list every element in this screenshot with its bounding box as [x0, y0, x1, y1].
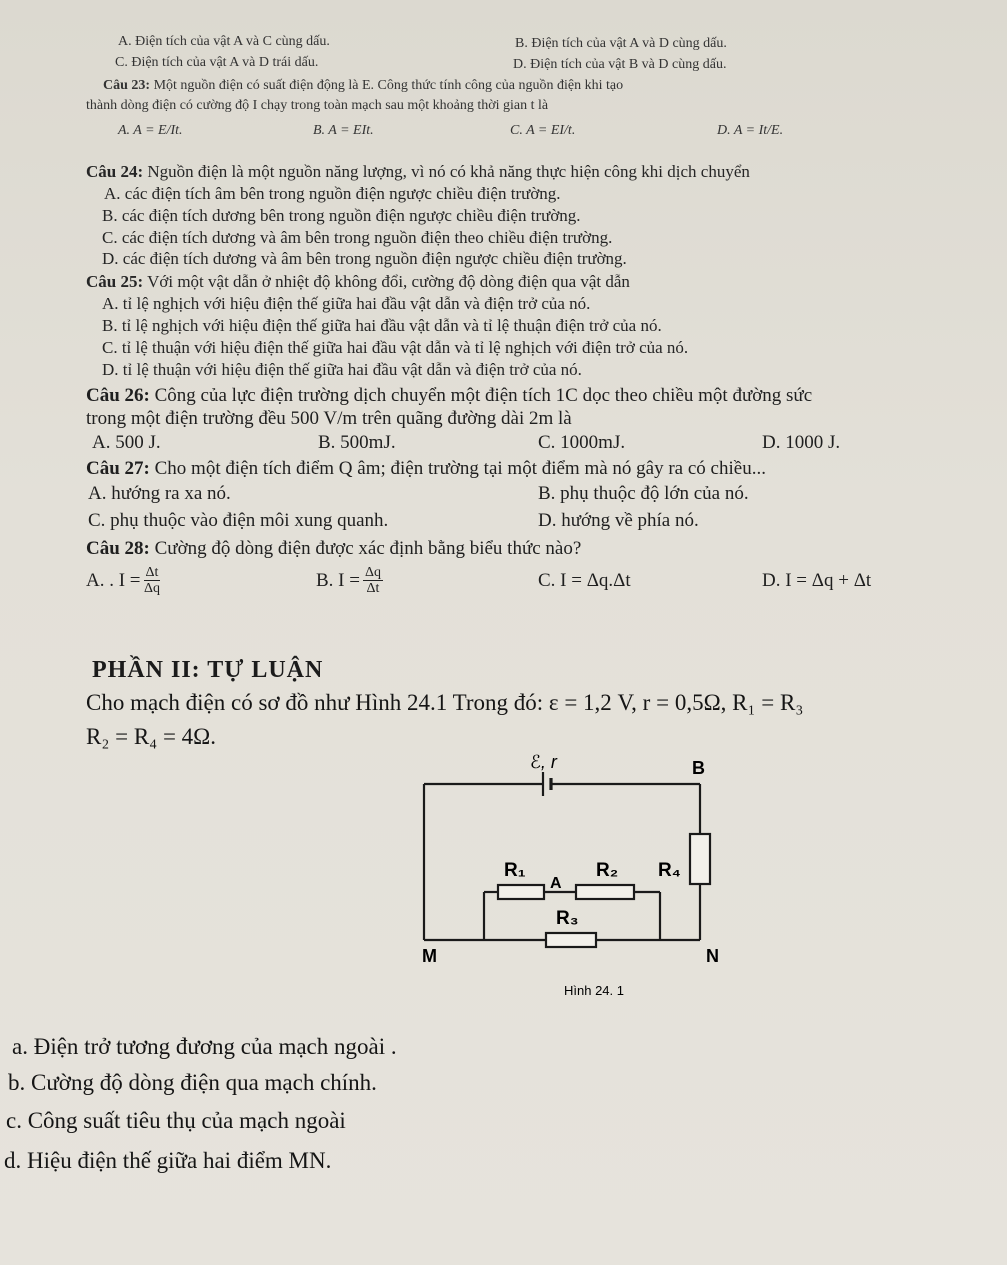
- part2-intro-line1: Cho mạch điện có sơ đồ như Hình 24.1 Trong đó: ε = 1,2 V, r = 0,5Ω, R₁ = R₃: [86, 690, 804, 715]
- source-label: ℰ, r: [530, 752, 557, 772]
- q28-option-c: C. I = Δq.Δt: [538, 570, 631, 591]
- option-top-d: D. Điện tích của vật B và D cùng dấu.: [513, 57, 727, 72]
- q23-option-c: C. A = EI/t.: [510, 123, 576, 138]
- q27-option-a: A. hướng ra xa nó.: [88, 483, 231, 504]
- question-27: [86, 458, 766, 480]
- question-label: Câu 27:: [86, 458, 150, 479]
- resistor-r4-label: R₄: [658, 860, 681, 881]
- question-23: [103, 78, 623, 94]
- option-top-a: A. Điện tích của vật A và C cùng dấu.: [118, 34, 330, 49]
- q25-option-b: B. tỉ lệ nghịch với hiệu điện thế giữa hai đầu vật dẫn và tỉ lệ thuận điện trở của nó.: [102, 316, 662, 335]
- question-text: Cho một điện tích điểm Q âm; điện trường tại một điểm mà nó gây ra có chiều...: [149, 458, 766, 479]
- question-23-line2: thành dòng điện có cường độ I chạy trong toàn mạch sau một khoảng thời gian t là: [86, 98, 549, 113]
- q24-option-c: C. các điện tích dương và âm bên trong nguồn điện theo chiều điện trường.: [102, 228, 613, 247]
- q27-option-c: C. phụ thuộc vào điện môi xung quanh.: [88, 510, 389, 531]
- question-26: [86, 385, 812, 407]
- q28-option-d: D. I = Δq + Δt: [762, 570, 872, 591]
- q25-option-a: A. tỉ lệ nghịch với hiệu điện thế giữa hai đầu vật dẫn và điện trở của nó.: [102, 294, 591, 313]
- q24-option-b: B. các điện tích dương bên trong nguồn điện ngược chiều điện trường.: [102, 206, 581, 225]
- question-label: Câu 26:: [86, 385, 150, 406]
- fraction-numerator: Δq: [364, 565, 381, 580]
- resistor-r2-label: R₂: [596, 860, 619, 881]
- resistor-r4: [690, 834, 710, 884]
- question-text: Một nguồn điện có suất điện động là E. Công thức tính công của nguồn điện khi tạo: [150, 78, 624, 93]
- section-heading: PHẦN II: TỰ LUẬN: [92, 657, 324, 683]
- resistor-r3: [546, 933, 596, 947]
- task-d: d. Hiệu điện thế giữa hai điểm MN.: [4, 1148, 332, 1173]
- node-a-label: A: [550, 875, 562, 892]
- q28-option-b: [316, 565, 383, 596]
- q23-option-d: D. A = It/E.: [717, 123, 784, 138]
- q26-option-b: B. 500mJ.: [318, 432, 396, 453]
- option-top-c: C. Điện tích của vật A và D trái dấu.: [115, 55, 319, 70]
- fraction: [144, 565, 161, 596]
- fraction-denominator: Δq: [143, 581, 160, 596]
- task-c: c. Công suất tiêu thụ của mạch ngoài: [6, 1108, 346, 1133]
- q28-option-a: [86, 565, 160, 596]
- q27-option-d: D. hướng về phía nó.: [538, 510, 699, 531]
- question-26-line2: trong một điện trường đều 500 V/m trên quãng đường dài 2m là: [86, 408, 572, 429]
- q23-option-a: A. A = E/It.: [118, 123, 183, 138]
- question-28: [86, 538, 581, 560]
- q26-option-d: D. 1000 J.: [762, 432, 841, 453]
- node-n-label: N: [706, 946, 719, 966]
- question-label: Câu 25:: [86, 272, 144, 291]
- question-label: Câu 23:: [103, 78, 151, 93]
- q24-option-d: D. các điện tích dương và âm bên trong nguồn điện ngược chiều điện trường.: [102, 249, 627, 268]
- q26-option-a: A. 500 J.: [92, 432, 161, 453]
- node-m-label: M: [422, 946, 437, 966]
- q26-option-c: C. 1000mJ.: [538, 432, 626, 453]
- question-text: Cường độ dòng điện được xác định bằng biểu thức nào?: [149, 538, 582, 559]
- q24-option-a: A. các điện tích âm bên trong nguồn điện ngược chiều điện trường.: [104, 184, 561, 203]
- resistor-r1-label: R₁: [504, 860, 526, 881]
- option-top-b: B. Điện tích của vật A và D cùng dấu.: [515, 36, 727, 51]
- q25-option-d: D. tỉ lệ thuận với hiệu điện thế giữa hai đầu vật dẫn và điện trở của nó.: [102, 360, 582, 379]
- q25-option-c: C. tỉ lệ thuận với hiệu điện thế giữa hai đầu vật dẫn và tỉ lệ nghịch với điện trở của nó.: [102, 338, 689, 357]
- question-label: Câu 28:: [86, 538, 150, 559]
- node-b-label: B: [692, 758, 705, 778]
- question-text: Công của lực điện trường dịch chuyển một điện tích 1C dọc theo chiều một đường sức: [149, 385, 813, 406]
- question-24: [86, 162, 750, 182]
- fraction-denominator: Δt: [366, 581, 380, 596]
- question-text: Nguồn điện là một nguồn năng lượng, vì nó có khả năng thực hiện công khi dịch chuyển: [143, 162, 750, 181]
- option-prefix: A. . I =: [86, 569, 141, 591]
- task-a: a. Điện trở tương đương của mạch ngoài .: [12, 1034, 397, 1059]
- resistor-r1: [498, 885, 544, 899]
- question-label: Câu 24:: [86, 162, 144, 181]
- question-text: Với một vật dẫn ở nhiệt độ không đổi, cường độ dòng điện qua vật dẫn: [143, 272, 630, 291]
- resistor-r2: [576, 885, 634, 899]
- circuit-diagram: [400, 752, 760, 1012]
- part2-intro-line2: R₂ = R₄ = 4Ω.: [86, 724, 217, 749]
- option-prefix: B. I =: [316, 569, 360, 591]
- figure-caption: Hình 24. 1: [564, 983, 624, 998]
- fraction: [363, 565, 383, 596]
- task-b: b. Cường độ dòng điện qua mạch chính.: [8, 1070, 377, 1095]
- fraction-numerator: Δt: [145, 565, 159, 580]
- q23-option-b: B. A = EIt.: [313, 123, 374, 138]
- q27-option-b: B. phụ thuộc độ lớn của nó.: [538, 483, 749, 504]
- resistor-r3-label: R₃: [556, 908, 579, 929]
- question-25: [86, 272, 630, 292]
